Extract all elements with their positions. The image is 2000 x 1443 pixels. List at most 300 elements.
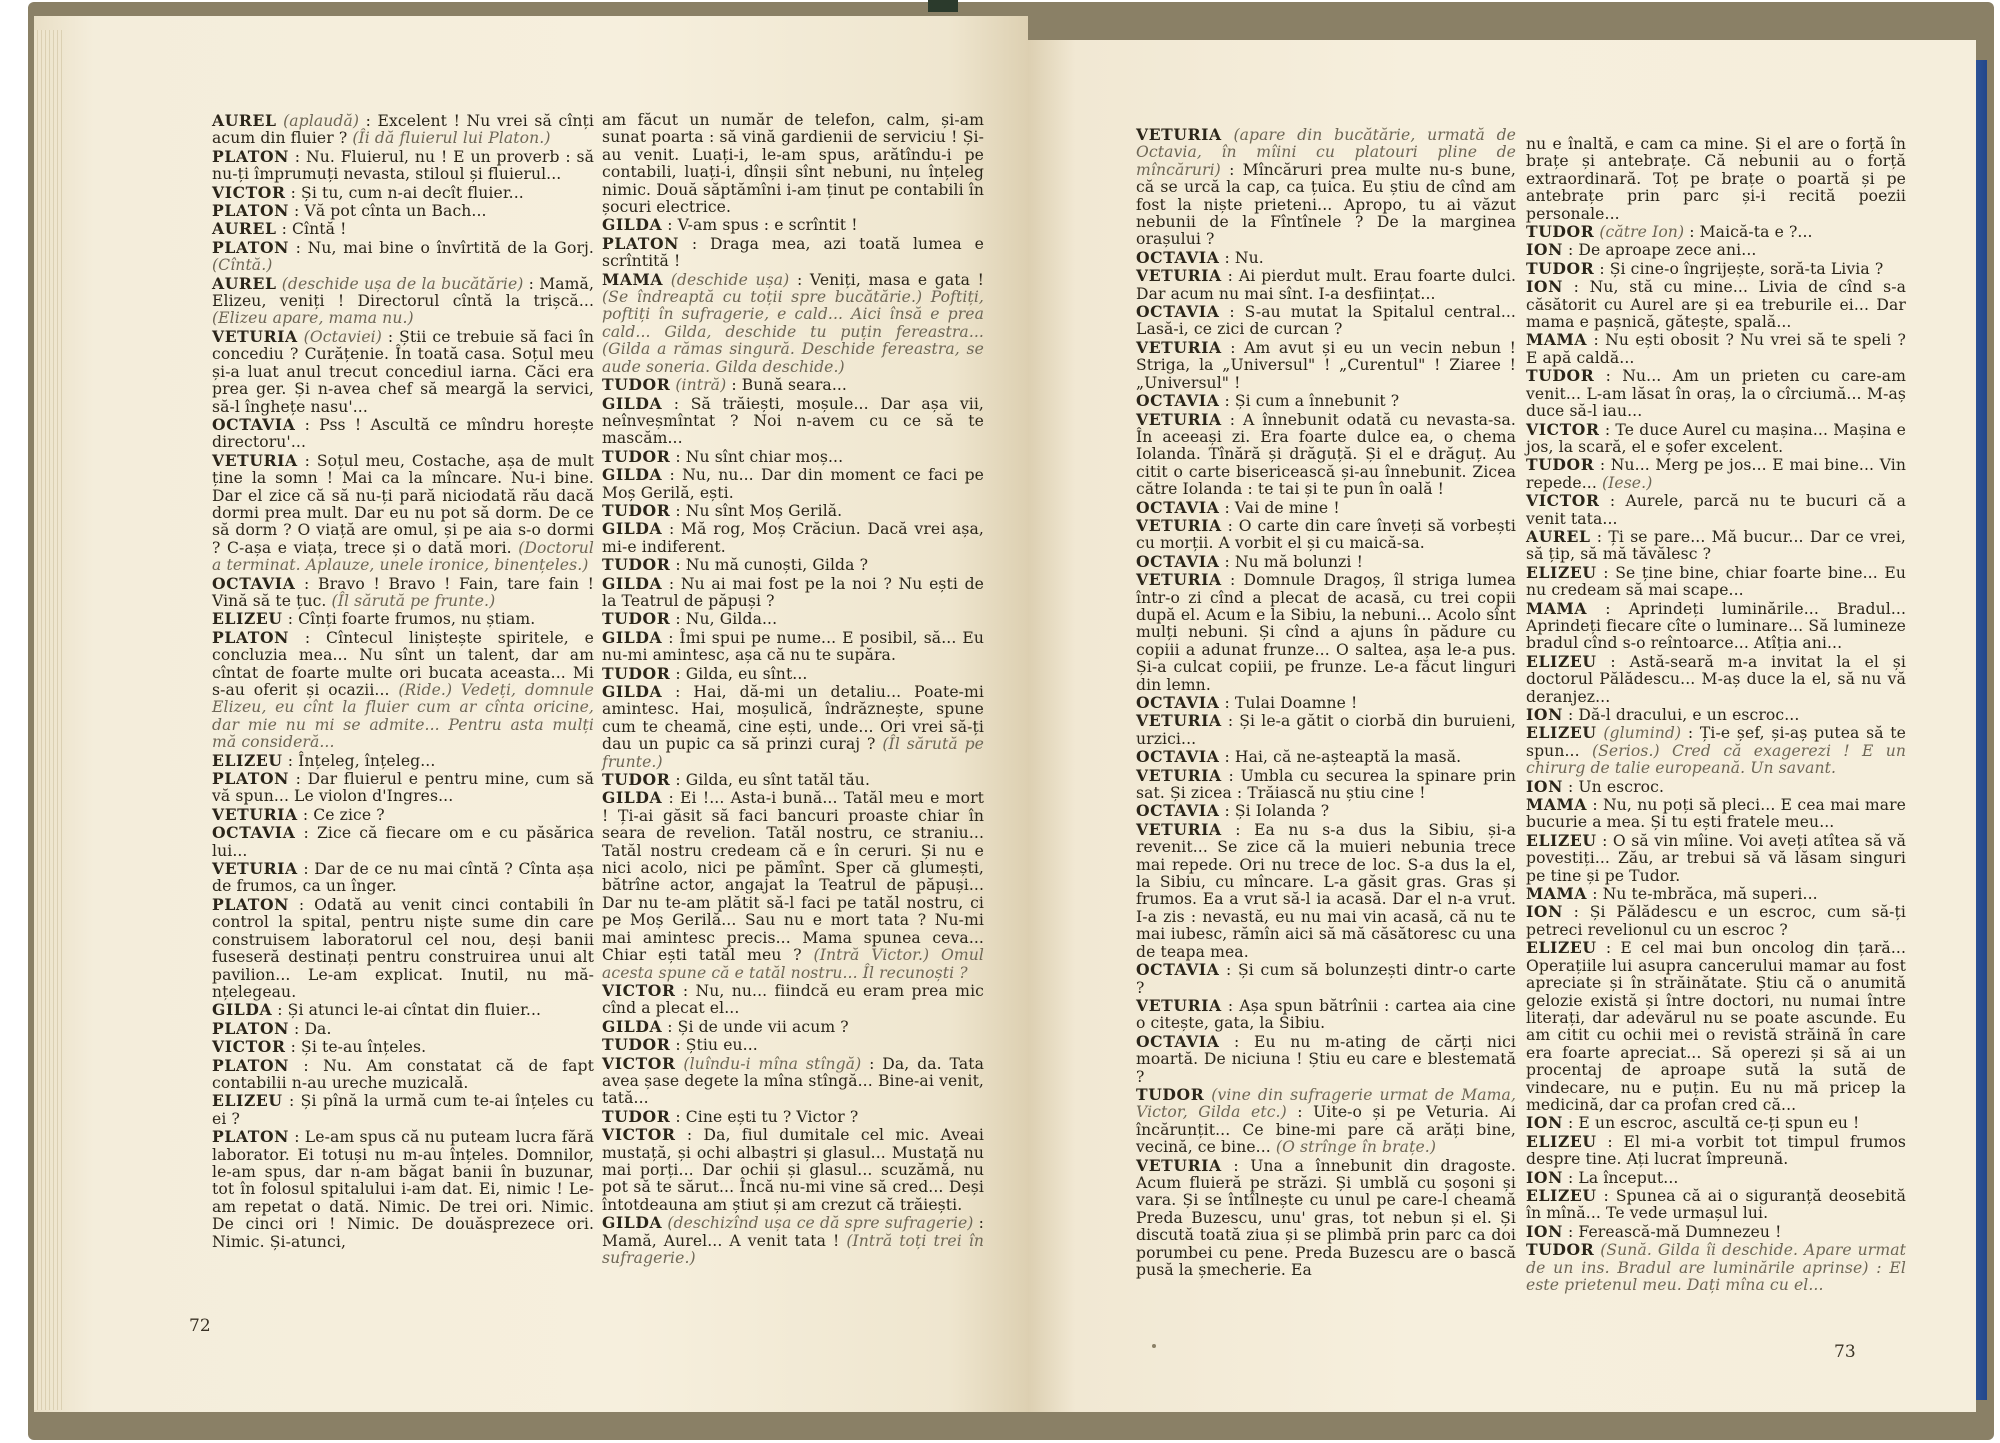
dialogue-text: : Nu. Fluierul, nu ! E un proverb : să nu-ți împrumuți nevasta, stiloul și fluierul...	[212, 147, 594, 184]
speaker-name: TUDOR	[602, 555, 671, 575]
speaker-name: GILDA	[602, 682, 663, 701]
dialogue-text: : Cine ești tu ? Victor ?	[675, 1107, 859, 1126]
dialogue-line	[212, 1038, 594, 1056]
dialogue-line	[1526, 1114, 1906, 1132]
speaker-name: TUDOR	[1526, 366, 1595, 386]
dialogue-line	[212, 184, 594, 202]
speaker-name: MAMA	[1526, 598, 1588, 618]
dialogue-line	[602, 1108, 984, 1126]
stage-direction: (deschide ușa de la bucătărie)	[281, 274, 524, 293]
speaker-name: ELIZEU	[1526, 1131, 1597, 1151]
dialogue-text: : Aprindeți luminările... Bradul... Aprindeți fiecare cîte o luminare... Să lumineze bradul cînd s-o reîntoarce... Atîția ani...	[1526, 599, 1906, 653]
dialogue-text: : Aurele, parcă nu te bucuri că a venit tata...	[1526, 492, 1907, 528]
speaker-name: PLATON	[212, 237, 289, 257]
dialogue-line	[212, 752, 594, 770]
dialogue-line	[1136, 767, 1516, 803]
stage-direction-trailing: (Iese.)	[1601, 473, 1653, 492]
speaker-name: ELIZEU	[1526, 830, 1597, 850]
dialogue-line	[1526, 724, 1906, 777]
speaker-name: VETURIA	[212, 804, 298, 824]
left-page	[34, 16, 1028, 1412]
speaker-name: VETURIA	[212, 450, 298, 470]
speaker-name: TUDOR	[602, 500, 671, 520]
speaker-name: GILDA	[602, 1213, 663, 1233]
dialogue-text: : Da, fiul dumitale cel mic. Aveai mustață, și ochi albaștri și glasul... Mustață nu mai porți... Dar ochii și glasul... scuzămă, nu pot să te sărut... Încă nu-mi vine să cred... Deși întotdeauna am știut și am crezut că trăiești.	[602, 1126, 984, 1214]
dialogue-line	[1526, 564, 1906, 600]
stage-direction-trailing: (Îl sărută pe frunte.)	[331, 591, 496, 610]
dialogue-text: : Și Pălădescu e un escroc, cum să-ți petreci revelionul cu un escroc ?	[1526, 903, 1906, 939]
speaker-name: VICTOR	[1526, 491, 1600, 511]
dialogue-text: : Excelent ! Nu vrei să cînți acum din fluier ?	[212, 112, 595, 148]
dialogue-line	[602, 112, 984, 216]
speaker-name: VETURIA	[212, 326, 298, 346]
dialogue-text: : Știi ce trebuie să faci în concediu ? Curățenie. În toată casa. Soțul meu și-a luat anul trecut concediul iarna. Căci era prea ger. Și n-avea chef să meargă la servici, să-l înghețe nasu'...	[212, 327, 594, 416]
dialogue-line	[602, 575, 984, 611]
dialogue-line	[212, 1020, 594, 1038]
dialogue-text: : Uite-o și pe Veturia. Ai încărunțit... Ce bine-mi pare că arăți bine, vecină, ce bine...	[1136, 1103, 1516, 1157]
dialogue-text: : Și cum a înnebunit ?	[1224, 392, 1400, 411]
dialogue-line	[1136, 748, 1516, 766]
dialogue-line	[1526, 331, 1906, 367]
speaker-name: TUDOR	[1526, 1240, 1595, 1260]
speaker-name: PLATON	[602, 233, 679, 253]
dialogue-text: : Se ține bine, chiar foarte bine... Eu nu credeam să mai scape...	[1526, 563, 1906, 600]
dialogue-line	[602, 235, 984, 271]
dialogue-line	[1136, 392, 1516, 410]
speaker-name: VETURIA	[1136, 337, 1222, 357]
dialogue-line	[1136, 499, 1516, 517]
dialogue-line	[1136, 411, 1516, 499]
dialogue-text: : O să vin mîine. Voi aveți atîtea să vă povestiți... Zău, ar trebui să vă lăsam singuri pe tine și pe Tudor.	[1526, 831, 1906, 885]
dialogue-text: : Vă pot cînta un Bach...	[294, 202, 487, 221]
speaker-name: MAMA	[1526, 884, 1588, 904]
dialogue-text: : Și tu, cum n-ai decît fluier...	[290, 183, 524, 202]
dialogue-text: : Nu mă cunoști, Gilda ?	[675, 556, 869, 575]
speaker-name: TUDOR	[602, 1035, 671, 1055]
stage-direction: (deschizînd ușa ce dă spre sufragerie)	[667, 1214, 974, 1233]
speaker-name: VETURIA	[1136, 819, 1222, 839]
speaker-name: PLATON	[212, 1127, 289, 1147]
stage-direction-trailing: (Sună. Gilda îi deschide. Apare urmat de un ins. Bradul are luminările aprinse) : El este prietenul meu. Dați mîna cu el...	[1526, 1241, 1906, 1294]
dialogue-text: : Tulai Doamne !	[1224, 694, 1358, 712]
dialogue-text: : Da.	[294, 1019, 332, 1038]
dialogue-line	[1526, 241, 1906, 259]
dialogue-line	[1526, 528, 1906, 564]
dialogue-text: : Cîntecul liniștește spiritele, e concluzia mea... Nu sînt un talent, dar am cîntat de foarte multe ori bucata aceasta... Mi s-au oferit și ocazii...	[212, 628, 595, 699]
dialogue-line	[1136, 821, 1516, 961]
speaker-name: GILDA	[212, 1000, 273, 1020]
page-number-left: 72	[189, 1316, 211, 1336]
dialogue-line	[212, 452, 594, 575]
dialogue-line	[212, 220, 594, 238]
dialogue-text: : Mă rog, Moș Crăciun. Dacă vrei așa, mi-e indiferent.	[602, 520, 984, 556]
stage-direction: (către Ion)	[1599, 223, 1685, 242]
dialogue-text: : Dar fluierul e pentru mine, cum să vă spun... Le violon d'Ingres...	[212, 770, 594, 806]
speaker-name: VICTOR	[602, 980, 676, 1000]
dialogue-text: : Nu, Gilda...	[675, 610, 778, 629]
stage-direction-trailing: (Intră Victor.) Omul acesta spune că e tatăl nostru... Îl recunoști ?	[602, 946, 984, 982]
dialogue-text: : A înnebunit odată cu nevasta-sa. În aceeași zi. Era foarte dulce ea, o chema Iolanda. Tînără și drăguță. Și el e drăguț. Au citit o carte bisericească și-au înnebunit. Zicea către Iolanda : te tai și te pun în oală !	[1136, 410, 1516, 499]
dialogue-line	[212, 860, 594, 896]
dialogue-text: : Și atunci le-ai cîntat din fluier...	[277, 1001, 542, 1020]
dialogue-text: : Ți se pare... Mă bucur... Dar ce vrei, să țip, să mă tăvălesc ?	[1526, 527, 1906, 564]
dialogue-line	[212, 416, 594, 452]
dialogue-line	[1526, 600, 1906, 653]
speaker-name: PLATON	[212, 1018, 289, 1038]
dialogue-text: : Nu, nu... fiindcă eu eram prea mic cînd a plecat el...	[602, 981, 984, 1018]
page-edges	[34, 30, 62, 1410]
dialogue-text: : V-am spus : e scrîntit !	[667, 216, 858, 235]
dialogue-text: : Ea nu s-a dus la Sibiu, și-a revenit... Se zice că la muieri nebunia trece mai repede. Ori nu trece de loc. S-a dus la el, la Sibiu, cu mîncare. L-a găsit gras. Gras și frumos. Ea a vrut să-l ia acasă. Dar el n-a vrut. I-a zis : nevastă, eu nu mai vin acasă, că nu te mai iubesc, rămîn aici să mă căsătoresc cu una de teapa mea.	[1136, 820, 1516, 961]
dialogue-text: : Un escroc.	[1568, 777, 1665, 796]
speaker-name: MAMA	[1526, 795, 1588, 815]
dialogue-line	[602, 1214, 984, 1267]
dialogue-line	[602, 683, 984, 771]
speaker-name: VETURIA	[1136, 1155, 1222, 1175]
dialogue-line	[602, 1055, 984, 1108]
dialogue-text: : Dar de ce nu mai cîntă ? Cînta așa de frumos, ca un înger.	[212, 860, 594, 896]
dialogue-text: : Nu sînt Moș Gerilă.	[675, 501, 843, 520]
speaker-name: VICTOR	[212, 182, 286, 202]
speaker-name: TUDOR	[602, 770, 671, 790]
speaker-name: TUDOR	[602, 1106, 671, 1126]
dialogue-text: : Da, da. Tata avea șase degete la mîna stîngă... Bine-ai venit, tată...	[602, 1054, 985, 1108]
dialogue-text: : Soțul meu, Costache, așa de mult ține la somn ! Mai ca la mîncare. Nu-i bine. Dar el zice că să nu-ți pară niciodată rău dacă dormi prea mult. Dar eu nu pot să dorm. De ce să dorm ? O viață are omul, și pe aia s-o dormi ? C-așa e viața, trece și o dată mori.	[212, 451, 595, 557]
speaker-name: OCTAVIA	[1136, 1031, 1220, 1051]
dialogue-line	[1136, 517, 1516, 553]
speaker-name: VICTOR	[1526, 419, 1600, 439]
speaker-name: ION	[1526, 277, 1563, 297]
dialogue-line	[212, 629, 594, 752]
dialogue-line	[212, 824, 594, 860]
dialogue-line	[1526, 832, 1906, 885]
dialogue-text: : Mamă, Aurel... A venit tata !	[602, 1214, 984, 1250]
left-page-column-1	[212, 112, 594, 1251]
dialogue-line	[1526, 778, 1906, 796]
dialogue-text: : Pss ! Ascultă ce mîndru horește directoru'...	[212, 415, 594, 452]
speaker-name: OCTAVIA	[1136, 801, 1220, 821]
dialogue-text: : Domnule Dragoș, îl striga lumea într-o zi cînd a plecat de acasă, cu trei copii după el. Acum e la Sibiu, la nebuni... Acolo sînt mulți nebuni. Și cînd a ajuns în pădure cu copiii a adunat frunze... O saltea, așa le-a pus. Și-a culcat copiii, pe frunze. Le-a făcut linguri din lemn.	[1136, 571, 1516, 694]
dialogue-text: : Zice că fiecare om e cu păsărica lui...	[212, 824, 594, 860]
speaker-name: ELIZEU	[212, 750, 283, 770]
speaker-name: ELIZEU	[1526, 562, 1597, 582]
stage-direction-trailing: (Îi dă fluierul lui Platon.)	[352, 129, 551, 148]
dialogue-line	[1526, 1241, 1906, 1294]
speaker-name: MAMA	[1526, 330, 1588, 350]
dialogue-line	[1136, 267, 1516, 303]
speaker-name: ELIZEU	[212, 1091, 283, 1111]
stage-direction: (vine din sufragerie urmat de Mama, Victor, Gilda etc.)	[1136, 1085, 1517, 1122]
dialogue-line	[602, 448, 984, 466]
speaker-name: VETURIA	[1136, 409, 1222, 429]
speaker-name: AUREL	[212, 219, 277, 239]
bookmark-tab	[928, 0, 958, 12]
dialogue-text: : Și le-a gătit o ciorbă din buruieni, urzici...	[1136, 712, 1516, 748]
speaker-name: MAMA	[602, 269, 664, 289]
dialogue-line	[212, 112, 594, 148]
dialogue-line	[1136, 249, 1516, 267]
speaker-name: PLATON	[212, 146, 289, 166]
speaker-name: AUREL	[212, 273, 277, 293]
dialogue-text: : Eu nu m-ating de cărți nici moartă. De niciuna ! Știu eu care e blestemată ?	[1136, 1032, 1516, 1086]
speaker-name: ION	[1526, 902, 1563, 922]
stage-direction: (luîndu-i mîna stîngă)	[683, 1054, 862, 1073]
dialogue-line	[1136, 1086, 1516, 1157]
stage-direction-trailing: (Elizeu apare, mama nu.)	[212, 309, 414, 328]
speaker-name: PLATON	[212, 201, 289, 221]
dialogue-text: : Umbla cu securea la spinare prin sat. Și zicea : Trăiască nu știu cine !	[1136, 766, 1516, 803]
dialogue-line	[602, 982, 984, 1018]
dialogue-line	[1526, 1169, 1906, 1187]
speaker-name: TUDOR	[602, 375, 671, 395]
speaker-name: VETURIA	[1136, 570, 1222, 590]
speaker-name: OCTAVIA	[1136, 391, 1220, 411]
dialogue-text: : Ei !... Asta-i bună... Tatăl meu e mort ! Ți-ai găsit să faci bancuri proaste chiar în seara de revelion. Tatăl nostru, ce straniu... Tatăl nostru credeam că e în ceruri. Și nu e nici acolo, nici pe pămînt. Sper că glumești, bătrîne actor, angajat la Teatrul de păpuși... Dar nu te-am plătit să-l faci pe tatăl nostru, ci pe Moș Gerilă... Sau nu e mort tata ? Nu-mi mai amintesc precis... Mama spunea ceva... Chiar ești tatăl meu ?	[602, 789, 984, 965]
dialogue-line	[212, 610, 594, 628]
speaker-name: ION	[1526, 1167, 1563, 1187]
speaker-name: ION	[1526, 1221, 1563, 1241]
dialogue-line	[1526, 1133, 1906, 1169]
dialogue-text: : Nu ai mai fost pe la noi ? Nu ești de la Teatrul de păpuși ?	[602, 574, 984, 610]
dialogue-text: : Nu, mai bine o învîrtită de la Gorj.	[295, 238, 594, 257]
dialogue-line	[1136, 997, 1516, 1033]
dialogue-line	[1526, 706, 1906, 724]
dialogue-line	[602, 1018, 984, 1036]
dialogue-text: : Nu... Am un prieten cu care-am venit... L-am lăsat în oraș, la o cîrciumă... M-aș duce să-l iau...	[1526, 367, 1906, 421]
speaker-name: PLATON	[212, 769, 289, 789]
dialogue-line	[602, 629, 984, 665]
speaker-name: GILDA	[602, 393, 663, 413]
dialogue-text: : Maică-ta e ?...	[1689, 223, 1813, 242]
dialogue-line	[1526, 939, 1906, 1114]
dialogue-line	[1136, 339, 1516, 392]
speaker-name: VICTOR	[212, 1037, 286, 1057]
dialogue-line	[602, 520, 984, 556]
dialogue-text: : Ai pierdut mult. Erau foarte dulci. Dar acum nu mai sînt. I-a desființat...	[1136, 267, 1517, 303]
dialogue-text: : Să trăiești, moșule... Dar așa vii, neînveșmîntat ? Noi n-avem cu ce să te mascăm...	[602, 394, 984, 448]
dialogue-line	[1526, 278, 1906, 331]
dialogue-line	[1136, 303, 1516, 339]
speaker-name: OCTAVIA	[1136, 247, 1220, 267]
dialogue-line	[212, 239, 594, 275]
dialogue-text: : Știu eu...	[675, 1036, 758, 1055]
stage-direction-trailing: (Îl sărută pe frunte.)	[602, 735, 985, 771]
speaker-name: GILDA	[602, 573, 663, 593]
speaker-name: ELIZEU	[1526, 651, 1597, 671]
dialogue-text: : E un escroc, ascultă ce-ți spun eu !	[1568, 1114, 1860, 1133]
speaker-name: VETURIA	[1136, 515, 1222, 535]
dialogue-text: : Nu. Am constatat că de fapt contabilii n-au ureche muzicală.	[212, 1056, 594, 1092]
dialogue-text: : E cel mai bun oncolog din țară... Operațiile lui asupra cancerului mamar au fost apreciate și în străinătate. Știu că o anumită gelozie există și între doctori, nu numai între literați, dar adevărul nu se poate ascunde. Eu am citit cu ochii mei o revistă străină în care era foarte apreciat... Să operezi și să ai un procentaj de aproape sută la sută de vindecare, nu e puțin. Eu nu mă pricep la medicină, dar ca profan cred că...	[1526, 939, 1906, 1114]
dialogue-line	[602, 610, 984, 628]
stage-direction-trailing: (Ride.) Vedeți, domnule Elizeu, eu cînt la fluier cum ar cînta oricine, dar mie nu mi se admite... Pentru asta mulți mă consideră...	[212, 681, 595, 752]
stage-direction: (glumind)	[1603, 724, 1682, 743]
stage-direction: (aplaudă)	[283, 112, 360, 130]
dialogue-line	[1526, 260, 1906, 278]
speaker-name: OCTAVIA	[1136, 551, 1220, 571]
right-page	[1028, 40, 1976, 1412]
dialogue-line	[1136, 802, 1516, 820]
dialogue-text: : Odată au venit cinci contabili în control la spital, pentru niște sume din care construisem laboratorul cel nou, deși banii fuseseră destinați pentru construirea unui alt pavilion... Le-am explicat. Inutil, nu mă-nțelegeau.	[212, 895, 595, 1001]
dialogue-line	[1136, 126, 1516, 249]
dialogue-line	[1136, 553, 1516, 571]
dialogue-line	[212, 328, 594, 416]
dialogue-text: : Ți-e șef, și-aș putea să te spun...	[1526, 724, 1906, 760]
dialogue-line	[602, 376, 984, 394]
dialogue-text: : La început...	[1568, 1168, 1679, 1187]
dialogue-text: : Îmi spui pe nume... E posibil, să... Eu nu-mi amintesc, așa că nu te supăra.	[602, 628, 984, 665]
dialogue-text: : O carte din care înveți să vorbești cu morții. A vorbit el și cu maică-sa.	[1136, 516, 1516, 553]
speaker-name: AUREL	[1526, 526, 1591, 546]
dialogue-line	[1526, 421, 1906, 457]
speaker-name: ION	[1526, 1113, 1563, 1133]
right-page-column-1	[1136, 126, 1516, 1279]
dialogue-line	[1526, 223, 1906, 241]
dialogue-text: : Am avut și eu un vecin nebun ! Striga, la „Universul" ! „Curentul" ! Ziaree ! „Universul" !	[1136, 338, 1517, 392]
dialogue-line	[602, 271, 984, 376]
dialogue-line	[602, 771, 984, 789]
dialogue-line	[1526, 136, 1906, 223]
speaker-name: TUDOR	[1526, 258, 1595, 278]
dialogue-text: : Spunea că ai o siguranță deosebită în mînă... Te vede urmașul lui.	[1526, 1186, 1906, 1223]
dialogue-text: : Cînți foarte frumos, nu știam.	[287, 610, 536, 629]
dialogue-text: : Și de unde vii acum ?	[667, 1017, 849, 1036]
speaker-name: GILDA	[602, 788, 663, 808]
page-number-right: 73	[1834, 1342, 1856, 1362]
dialogue-text: : Astă-seară m-a invitat la el și doctorul Pălădescu... M-aș duce la el, să nu vă deranjez...	[1526, 652, 1906, 706]
speaker-name: ELIZEU	[1526, 723, 1597, 743]
dialogue-text: : Așa spun bătrînii : cartea aia cine o citește, gata, la Sibiu.	[1136, 996, 1517, 1033]
dialogue-text: nu e înaltă, e cam ca mine. Și el are o forță în brațe și antebrațe. Că nebunii au o forță extraordinară. Toț pe brațe o poartă și pe antebrațe prin parc și-i recită poezii personale...	[1526, 135, 1906, 223]
dialogue-line	[602, 789, 984, 981]
dialogue-line	[602, 502, 984, 520]
dialogue-line	[212, 148, 594, 184]
speaker-name: OCTAVIA	[1136, 960, 1220, 980]
dialogue-text: : Le-am spus că nu puteam lucra fără laborator. Ei totuși nu m-au înțeles. Domnilor, le-am spus, dar n-am băgat banii în buzunar, tot în folosul spitalului i-am dat. Ei, nimic ! Le-am repetat o dată. Nimic. De trei ori. Nimic. De cinci ori ! Nimic. De douăsprezece ori. Nimic. Și-atunci,	[212, 1128, 594, 1251]
dialogue-text: : Nu.	[1224, 248, 1264, 267]
stage-direction-trailing: (Se îndreaptă cu toții spre bucătărie.) Poftiți, poftiți în sufragerie, e cald... Aici însă e prea cald... Gilda, deschide tu puțin fereastra... (Gilda a rămas singură. Deschide fereastra, se aude soneria. Gilda deschide.)	[602, 288, 984, 376]
dialogue-text: : Draga mea, azi toată lumea e scrîntită !	[602, 234, 984, 271]
speaker-name: VETURIA	[1136, 711, 1222, 731]
dialogue-line	[1526, 885, 1906, 903]
speaker-name: VICTOR	[602, 1053, 676, 1073]
speaker-name: GILDA	[602, 1016, 663, 1036]
dialogue-text: : Hai, dă-mi un detaliu... Poate-mi amintesc. Hai, moșulică, îndrăznește, spune cum te cheamă, cine ești, unde... Ori vrei să-ți dau un pupic ca să prinzi curaj ?	[602, 683, 985, 754]
dialogue-line	[212, 1057, 594, 1093]
speaker-name: VETURIA	[1136, 765, 1222, 785]
dialogue-line	[212, 1092, 594, 1128]
dialogue-text: : Mamă, Elizeu, veniți ! Directorul cîntă la trișcă...	[212, 274, 595, 311]
dialogue-line	[1526, 903, 1906, 939]
speaker-name: GILDA	[602, 215, 663, 235]
speaker-name: TUDOR	[1526, 455, 1595, 475]
speaker-name: TUDOR	[1526, 222, 1595, 242]
dialogue-line	[602, 556, 984, 574]
speaker-name: ION	[1526, 240, 1563, 260]
stage-direction-trailing: (O strînge în brațe.)	[1275, 1138, 1437, 1157]
dialogue-text: : Dă-l dracului, e un escroc...	[1568, 706, 1800, 724]
dialogue-text: : Mîncăruri prea multe nu-s bune, că se urcă la cap, ca țuica. Eu știu de cînd am fost la niște prieteni... Apropo, tu ai văzut nebunii de la Fîntînele ? De la marginea orașului ?	[1136, 160, 1516, 249]
dialogue-line	[602, 466, 984, 502]
dialogue-text: : Nu te-mbrăca, mă superi...	[1592, 885, 1818, 904]
dialogue-text: : Gilda, eu sînt tatăl tău.	[675, 771, 870, 790]
speaker-name: ION	[1526, 705, 1563, 724]
dialogue-line	[212, 896, 594, 1001]
dialogue-line	[1136, 694, 1516, 712]
speaker-name: GILDA	[602, 519, 663, 539]
stage-direction-trailing: (Doctorul a terminat. Aplauze, unele ironice, binențeles.)	[212, 538, 594, 575]
dialogue-line	[1526, 367, 1906, 420]
dialogue-line	[212, 202, 594, 220]
dialogue-line	[1136, 571, 1516, 694]
speaker-name: TUDOR	[602, 663, 671, 683]
speaker-name: VETURIA	[212, 859, 298, 879]
dialogue-line	[1136, 1157, 1516, 1280]
right-page-column-2	[1526, 136, 1906, 1294]
dialogue-line	[1526, 1187, 1906, 1223]
speaker-name: OCTAVIA	[212, 573, 296, 593]
dialogue-text: : Și te-au înțeles.	[290, 1038, 427, 1057]
dialogue-text: : Nu mă bolunzi !	[1224, 552, 1363, 571]
dialogue-text: : El mi-a vorbit tot timpul frumos despre tine. Ați lucrat împreună.	[1526, 1132, 1906, 1169]
dialogue-text: : Și Iolanda ?	[1224, 802, 1330, 821]
dialogue-line	[212, 575, 594, 611]
dialogue-line	[602, 665, 984, 683]
dialogue-line	[1526, 796, 1906, 832]
speaker-name: OCTAVIA	[1136, 747, 1220, 767]
dialogue-text: am făcut un număr de telefon, calm, și-am sunat poarta : să vină gardienii de serviciu ! Și-au venit. Luați-i, le-am spus, arătîndu-i pe contabili, luați-i, dînșii sînt nebuni, nu înțeleg nimic. Două săptămîni i-am ținut pe contabili în șocuri electrice.	[602, 111, 984, 217]
stage-direction: (deschide ușa)	[670, 270, 790, 289]
speaker-name: VICTOR	[602, 1125, 676, 1145]
speaker-name: TUDOR	[602, 609, 671, 629]
speaker-name: TUDOR	[1136, 1084, 1205, 1104]
dialogue-text: : Nu, stă cu mine... Livia de cînd s-a căsătorit cu Aurel are și ea treburile ei... Dar mama e pașnică, gătește, spală...	[1526, 278, 1906, 332]
dialogue-line	[602, 395, 984, 448]
dialogue-line	[212, 770, 594, 806]
dialogue-text: : Nu, nu... Dar din moment ce faci pe Moș Gerilă, ești.	[602, 466, 985, 502]
speaker-name: OCTAVIA	[1136, 693, 1220, 712]
dialogue-line	[1526, 456, 1906, 492]
stage-direction: (Octaviei)	[303, 327, 382, 346]
dialogue-text: : Hai, că ne-așteaptă la masă.	[1224, 748, 1462, 767]
dialogue-line	[1136, 712, 1516, 748]
speaker-name: GILDA	[602, 627, 663, 647]
stage-direction-trailing: (Intră toți trei în sufragerie.)	[602, 1231, 984, 1267]
dialogue-text: : Înțeleg, înțeleg...	[287, 751, 436, 770]
speaker-name: ELIZEU	[1526, 938, 1597, 958]
dialogue-text: : Bravo ! Bravo ! Fain, tare fain ! Vină să te țuc.	[212, 574, 594, 610]
speaker-name: AUREL	[212, 111, 277, 130]
dialogue-line	[212, 275, 594, 328]
dialogue-text: : Gilda, eu sînt...	[675, 664, 808, 683]
dialogue-text: : S-au mutat la Spitalul central... Lasă-i, ce zici de curcan ?	[1136, 303, 1516, 339]
dialogue-text: : Nu ești obosit ? Nu vrei să te speli ? E apă caldă...	[1526, 331, 1906, 367]
dialogue-line	[1136, 961, 1516, 997]
dialogue-text: : Ce zice ?	[302, 805, 385, 824]
dialogue-text: : Ferească-mă Dumnezeu !	[1568, 1222, 1782, 1241]
dialogue-text: : De aproape zece ani...	[1568, 241, 1757, 260]
speaker-name: ELIZEU	[1526, 1185, 1597, 1205]
dialogue-text: : Nu... Merg pe jos... E mai bine... Vin repede...	[1526, 456, 1906, 492]
dialogue-line	[602, 216, 984, 234]
speaker-name: PLATON	[212, 1055, 289, 1075]
dialogue-line	[212, 1128, 594, 1251]
speaker-name: OCTAVIA	[212, 823, 296, 843]
speaker-name: TUDOR	[602, 446, 671, 466]
dialogue-line	[602, 1126, 984, 1214]
dialogue-line	[1136, 1033, 1516, 1086]
dialogue-line	[1526, 492, 1906, 528]
